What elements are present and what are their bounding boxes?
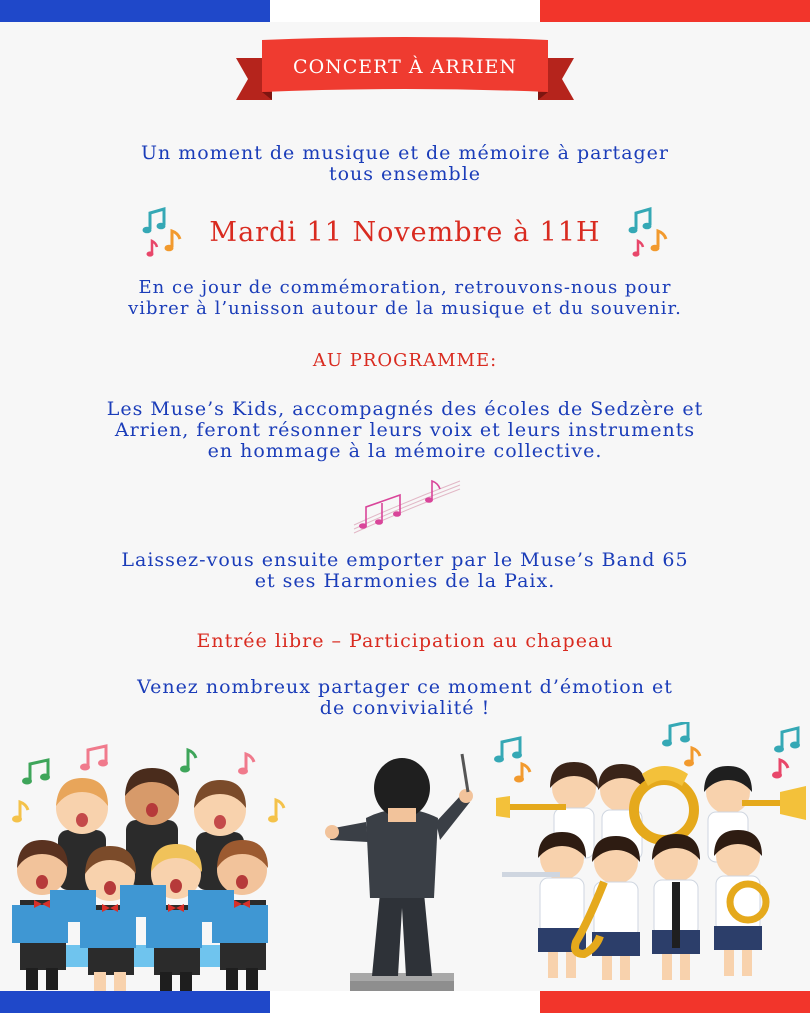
band-text <box>0 550 810 592</box>
closing-text <box>0 677 810 719</box>
program-heading: AU PROGRAMME: <box>312 350 498 371</box>
flag-blue-stripe <box>0 0 270 22</box>
staff-notes-icon <box>352 475 462 537</box>
program-line: Les Muse’s Kids, accompagnés des écoles de Sedzère et <box>106 398 704 420</box>
program-line: Arrien, feront résonner leurs voix et leurs instruments <box>114 419 696 441</box>
intro-line: vibrer à l’unisson autour de la musique et du souvenir. <box>128 298 682 319</box>
subtitle-line: Un moment de musique et de mémoire à partager <box>140 142 670 164</box>
music-notes-icon <box>628 207 670 257</box>
intro-line: En ce jour de commémoration, retrouvons-nous pour <box>138 277 672 298</box>
closing-line: de convivialité ! <box>319 697 491 719</box>
flag-white-stripe <box>270 991 540 1013</box>
program-line: en hommage à la mémoire collective. <box>207 440 603 462</box>
event-date: Mardi 11 Novembre à 11H <box>209 217 601 248</box>
conductor-illustration <box>322 748 482 1013</box>
band-line: et ses Harmonies de la Paix. <box>254 570 556 592</box>
band-line: Laissez-vous ensuite emporter par le Muse’s Band 65 <box>121 549 689 571</box>
flag-bar-bottom <box>0 991 810 1013</box>
title-ribbon <box>236 36 574 106</box>
program-text <box>0 399 810 462</box>
flag-blue-stripe <box>0 991 270 1013</box>
flag-red-stripe <box>540 0 810 22</box>
subtitle <box>0 143 810 185</box>
flag-bar-top <box>0 0 810 22</box>
subtitle-line: tous ensemble <box>328 163 482 185</box>
student-band-illustration <box>492 722 810 987</box>
flag-red-stripe <box>540 991 810 1013</box>
poster-title: CONCERT À ARRIEN <box>293 56 517 78</box>
intro-text <box>0 277 810 319</box>
entry-info: Entrée libre – Participation au chapeau <box>196 630 614 652</box>
closing-line: Venez nombreux partager ce moment d’émotion et <box>137 676 673 698</box>
choir-children-illustration <box>8 740 288 995</box>
flag-white-stripe <box>270 0 540 22</box>
